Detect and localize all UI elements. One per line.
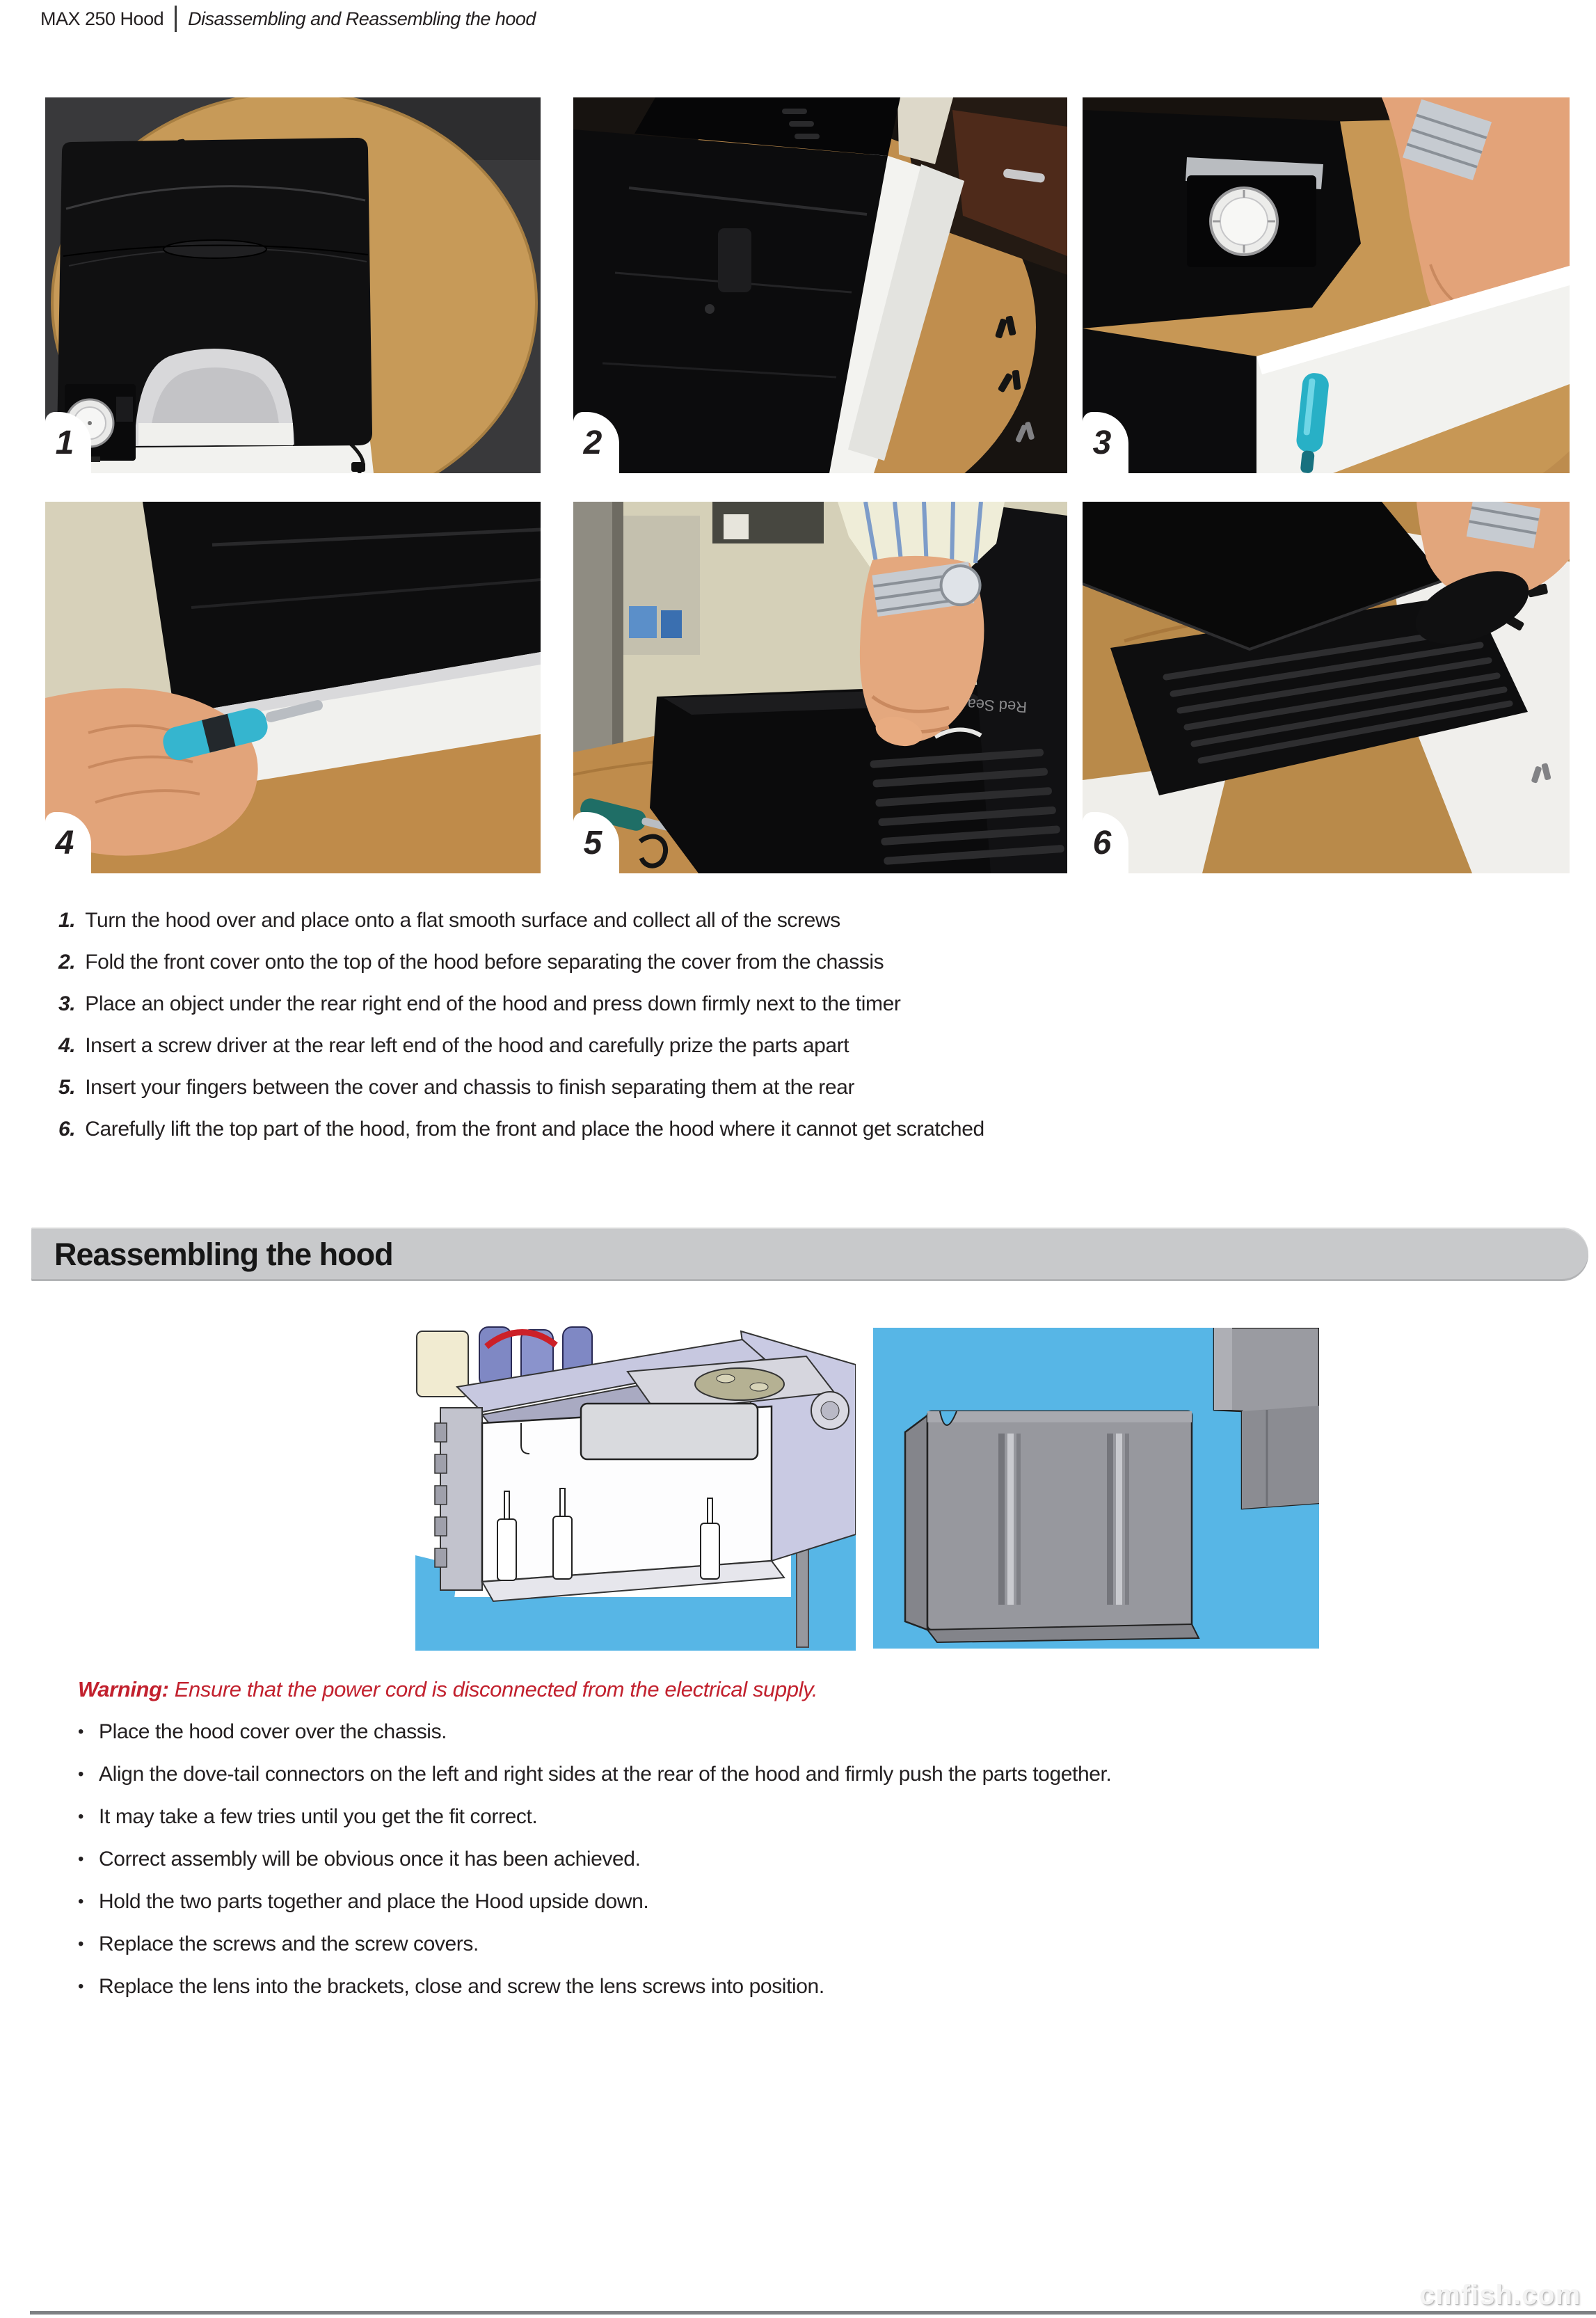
section-subtitle: Disassembling and Reassembling the hood xyxy=(188,8,536,29)
bullet-marker: • xyxy=(78,1977,84,1996)
bullet-marker: • xyxy=(78,1850,84,1868)
step-number: 2. xyxy=(58,951,76,974)
photo-number-badge: 4 xyxy=(45,812,91,873)
list-item xyxy=(78,1720,1539,1744)
photo-number-badge: 3 xyxy=(1083,412,1128,473)
step-number: 1. xyxy=(58,909,76,932)
list-item xyxy=(58,992,1519,1016)
photo-number-badge: 1 xyxy=(45,412,91,473)
step-number: 5. xyxy=(58,1076,76,1099)
list-item xyxy=(78,1848,1539,1871)
photo-5-illustration xyxy=(573,502,1067,873)
hood-brand-logo: Red Sea xyxy=(966,695,1028,716)
photo-6-illustration xyxy=(1083,502,1570,873)
watermark: cmfish.com xyxy=(1419,2280,1581,2310)
list-item xyxy=(78,1932,1539,1956)
list-item xyxy=(58,1034,1519,1058)
step-text: Turn the hood over and place onto a flat smooth surface and collect all of the screws xyxy=(85,909,840,932)
photo-number-badge: 2 xyxy=(573,412,619,473)
photo-step-1 xyxy=(45,97,541,473)
step-text: Place an object under the rear right end of the hood and press down firmly next to the timer xyxy=(85,992,901,1015)
list-item xyxy=(58,909,1519,932)
reassembly-diagram-chassis-interior xyxy=(415,1326,856,1651)
bullet-text: Replace the screws and the screw covers. xyxy=(99,1932,479,1955)
step-number: 6. xyxy=(58,1118,76,1141)
warning-label: Warning: xyxy=(78,1677,169,1701)
list-item xyxy=(78,1805,1539,1829)
bullet-text: Correct assembly will be obvious once it has been achieved. xyxy=(99,1848,641,1871)
footer-rule xyxy=(30,2311,1596,2315)
product-title: MAX 250 Hood xyxy=(40,8,164,29)
bullet-text: Align the dove-tail connectors on the left and right sides at the rear of the hood and firmly push the parts together. xyxy=(99,1763,1112,1786)
bullet-marker: • xyxy=(78,1935,84,1953)
list-item xyxy=(58,951,1519,974)
list-item xyxy=(78,1763,1539,1786)
step-number: 3. xyxy=(58,992,76,1015)
bullet-text: Replace the lens into the brackets, close and screw the lens screws into position. xyxy=(99,1975,824,1998)
list-item xyxy=(78,1890,1539,1914)
step-text: Carefully lift the top part of the hood, from the front and place the hood where it cannot get scratched xyxy=(85,1118,984,1141)
bullet-marker: • xyxy=(78,1765,84,1784)
page-header xyxy=(40,6,536,32)
reassembly-diagram-dovetail-connector xyxy=(873,1328,1319,1649)
photo-2-illustration xyxy=(573,97,1067,473)
bullet-marker: • xyxy=(78,1722,84,1741)
photo-4-illustration xyxy=(45,502,541,873)
header-divider xyxy=(175,6,177,32)
step-text: Insert your fingers between the cover and chassis to finish separating them at the rear xyxy=(85,1076,855,1099)
reassembly-bullet-list xyxy=(78,1720,1539,1999)
step-number: 4. xyxy=(58,1034,76,1057)
bullet-text: Hold the two parts together and place the Hood upside down. xyxy=(99,1890,649,1913)
section-title: Reassembling the hood xyxy=(54,1236,393,1272)
section-header-bar xyxy=(31,1228,1588,1281)
photo-step-3 xyxy=(1083,97,1570,473)
bullet-text: Place the hood cover over the chassis. xyxy=(99,1720,447,1743)
photo-number-badge: 5 xyxy=(573,812,619,873)
photo-number-badge: 6 xyxy=(1083,812,1128,873)
list-item xyxy=(58,1076,1519,1100)
photo-step-4 xyxy=(45,502,541,873)
disassembly-steps-list xyxy=(58,909,1519,1141)
bullet-text: It may take a few tries until you get the fit correct. xyxy=(99,1805,538,1828)
photo-1-illustration xyxy=(45,97,541,473)
photo-step-2 xyxy=(573,97,1067,473)
dovetail-connector-cad-drawing xyxy=(873,1328,1319,1649)
bullet-marker: • xyxy=(78,1807,84,1826)
step-text: Insert a screw driver at the rear left end of the hood and carefully prize the parts apart xyxy=(85,1034,849,1057)
photo-3-illustration xyxy=(1083,97,1570,473)
warning-message: Ensure that the power cord is disconnected from the electrical supply. xyxy=(174,1677,818,1701)
list-item xyxy=(78,1975,1539,1999)
photo-step-6 xyxy=(1083,502,1570,873)
photo-step-5 xyxy=(573,502,1067,873)
chassis-interior-cad-drawing xyxy=(415,1326,856,1651)
list-item xyxy=(58,1118,1519,1141)
bullet-marker: • xyxy=(78,1892,84,1911)
step-text: Fold the front cover onto the top of the hood before separating the cover from the chassis xyxy=(85,951,884,974)
warning-text xyxy=(78,1677,817,1702)
